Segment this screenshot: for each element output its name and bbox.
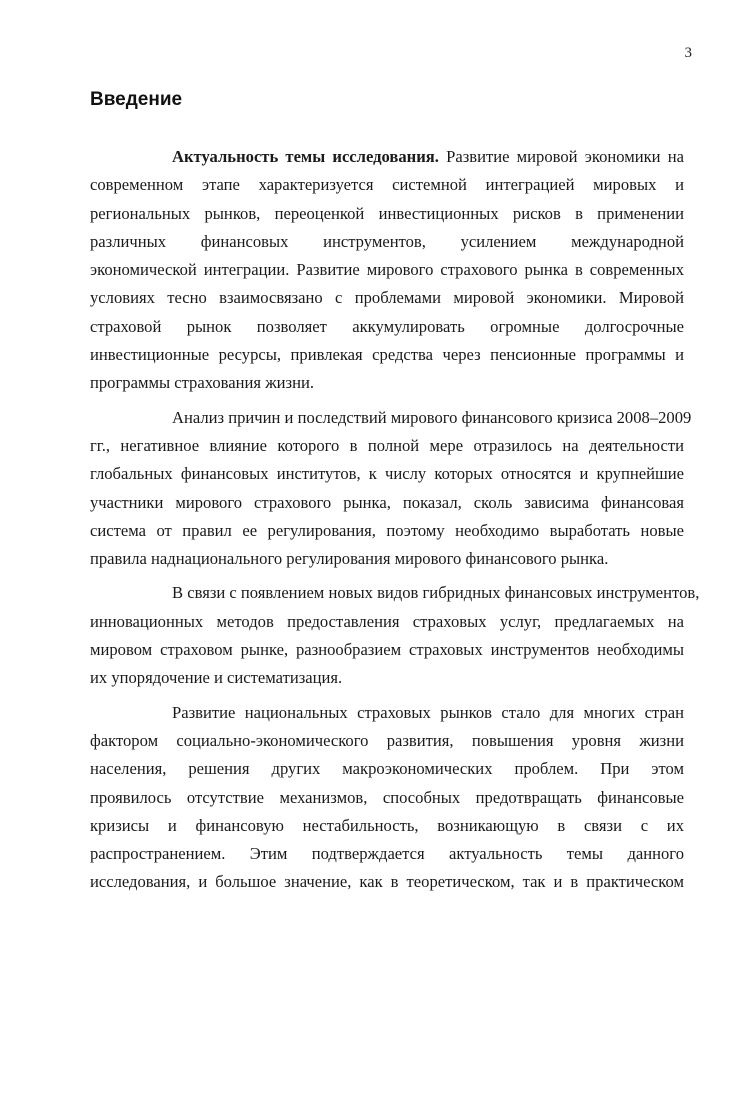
text-line: глобальных финансовых институтов, к числу которых относятся и крупнейшие xyxy=(90,464,684,484)
text-line: Анализ причин и последствий мирового финансового кризиса 2008–2009 xyxy=(172,407,692,427)
text-line: Актуальность темы исследования. Развитие мировой экономики на xyxy=(172,147,684,166)
text-line: экономической интеграции. Развитие мирового страхового рынка в современных xyxy=(90,260,684,280)
page-heading: Введение xyxy=(90,89,183,110)
text-line: современном этапе характеризуется системной интеграцией мировых и xyxy=(90,175,684,195)
text-line: населения, решения других макроэкономических проблем. При этом xyxy=(90,759,684,779)
text-line: исследования, и большое значение, как в теоретическом, так и в практическом xyxy=(90,872,684,892)
text-line: проявилось отсутствие механизмов, способных предотвращать финансовые xyxy=(90,787,684,807)
text-line: Развитие национальных страховых рынков стало для многих стран xyxy=(172,702,684,722)
text-line: кризисы и финансовую нестабильность, возникающую в связи с их xyxy=(90,815,684,835)
body-text xyxy=(90,143,700,897)
text-line: инновационных методов предоставления страховых услуг, предлагаемых на xyxy=(90,611,684,631)
text-line: система от правил ее регулирования, поэтому необходимо выработать новые xyxy=(90,520,684,540)
paragraph-hybrid-instruments xyxy=(90,579,700,692)
text-line: региональных рынков, переоценкой инвестиционных рисков в применении xyxy=(90,203,684,223)
text-line: мировом страховом рынке, разнообразием страховых инструментов необходимы xyxy=(90,640,684,660)
page-number: 3 xyxy=(684,45,692,61)
paragraph-crisis-analysis xyxy=(90,404,692,574)
text-line: фактором социально-экономического развития, повышения уровня жизни xyxy=(90,730,684,750)
bold-lead-phrase: Актуальность темы исследования. xyxy=(172,147,439,166)
text-line: программы страхования жизни. xyxy=(90,373,315,393)
text-line: условиях тесно взаимосвязано с проблемами мировой экономики. Мировой xyxy=(90,288,684,308)
text-line: В связи с появлением новых видов гибридных финансовых инструментов, xyxy=(172,583,700,603)
text-line: страховой рынок позволяет аккумулировать огромные долгосрочные xyxy=(90,316,684,336)
paragraph-relevance xyxy=(90,143,684,398)
text-line: правила наднационального регулирования мирового финансового рынка. xyxy=(90,549,609,569)
text-line: инвестиционные ресурсы, привлекая средства через пенсионные программы и xyxy=(90,345,684,365)
text-line: их упорядочение и систематизация. xyxy=(90,668,343,688)
text-line: гг., негативное влияние которого в полной мере отразилось на деятельности xyxy=(90,435,684,455)
text-line: распространением. Этим подтверждается актуальность темы данного xyxy=(90,844,684,864)
text-line: различных финансовых инструментов, усилением международной xyxy=(90,231,684,251)
text-line: участники мирового страхового рынка, показал, сколь зависима финансовая xyxy=(90,492,684,512)
paragraph-national-markets xyxy=(90,699,684,897)
